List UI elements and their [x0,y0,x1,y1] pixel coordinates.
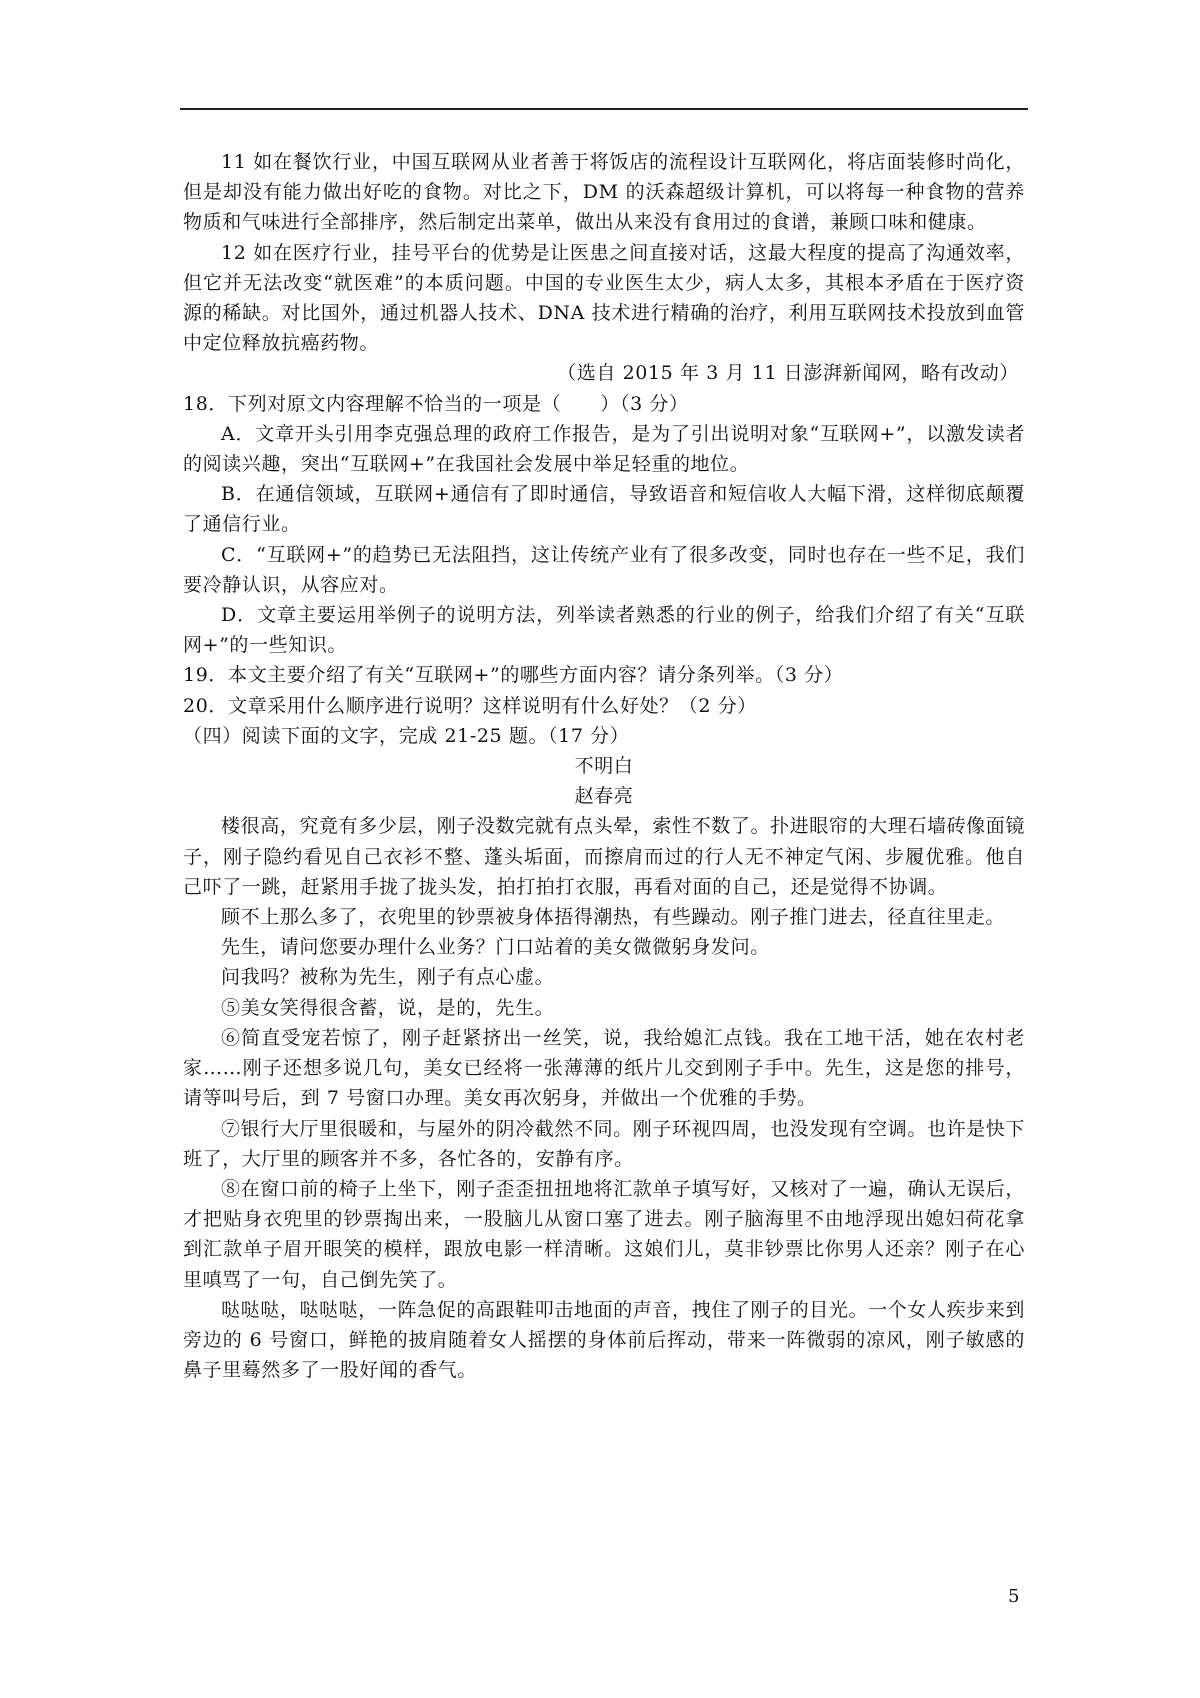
question-18-stem: 18．下列对原文内容理解不恰当的一项是（ ）（3 分） [183,392,689,415]
section-4-heading: （四）阅读下面的文字，完成 21-25 题。（17 分） [183,724,630,747]
story-paragraph: ⑧在窗口前的椅子上坐下，刚子歪歪扭扭地将汇款单子填写好，又核对了一遍，确认无误后，才把贴身衣兜里的钞票掏出来，一股脑儿从窗口塞了进去。刚子脑海里不由地浮现出媳妇荷花拿到汇款单子眉开眼笑的模样，跟放电影一样清晰。这娘们儿，莫非钞票比你男人还亲？刚子在心里嗔骂了一句，自己倒先笑了。 [183,1177,1025,1291]
source-citation: （选自 2015 年 3 月 11 日澎湃新闻网，略有改动） [557,362,1019,385]
story-paragraph: ⑥简直受宠若惊了，刚子赶紧挤出一丝笑，说，我给媳汇点钱。我在工地干活，她在农村老家……刚子还想多说几句，美女已经将一张薄薄的纸片儿交到刚子手中。先生，这是您的排号，请等叫号后，到 7 号窗口办理。美女再次躬身，并做出一个优雅的手势。 [183,1026,1025,1110]
paragraph-12: 12 如在医疗行业，挂号平台的优势是让医患之间直接对话，这最大程度的提高了沟通效率，但它并无法改变“就医难”的本质问题。中国的专业医生太少，病人太多，其根本矛盾在于医疗资源的稀缺。对比国外，通过机器人技术、DNA 技术进行精确的治疗，利用互联网技术投放到血管中定位释放抗癌药物。 [183,241,1025,355]
story-paragraph: ⑤美女笑得很含蓄，说，是的，先生。 [221,996,555,1019]
question-18-option-d: D．文章主要运用举例子的说明方法，列举读者熟悉的行业的例子，给我们介绍了有关“互联网+”的一些知识。 [183,604,1025,657]
story-author: 赵春亮 [574,785,634,808]
header-rule [180,108,1028,110]
story-paragraph: 楼很高，究竟有多少层，刚子没数完就有点头晕，索性不数了。扑进眼帘的大理石墙砖像面镜子，刚子隐约看见自己衣衫不整、蓬头垢面，而擦肩而过的行人无不神定气闲、步履优雅。他自己吓了一跳，赶紧用手拢了拢头发，拍打拍打衣服，再看对面的自己，还是觉得不协调。 [183,815,1025,898]
question-18-option-a: A．文章开头引用李克强总理的政府工作报告，是为了引出说明对象“互联网+”，以激发读者的阅读兴趣，突出“互联网+”在我国社会发展中举足轻重的地位。 [183,422,1025,476]
story-title: 不明白 [574,755,634,778]
story-paragraph: 问我吗？被称为先生，刚子有点心虚。 [221,966,555,989]
question-19: 19．本文主要介绍了有关“互联网+”的哪些方面内容？请分条列举。（3 分） [183,664,844,687]
page-body [183,147,1025,1385]
question-20: 20．文章采用什么顺序进行说明？这样说明有什么好处？（2 分） [183,694,757,717]
question-18-option-b: B．在通信领域，互联网+通信有了即时通信，导致语音和短信收人大幅下滑，这样彻底颠覆了通信行业。 [183,483,1025,536]
story-paragraph: 顾不上那么多了，衣兜里的钞票被身体捂得潮热，有些躁动。刚子推门进去，径直往里走。 [221,906,1006,929]
story-paragraph: 先生，请问您要办理什么业务？门口站着的美女微微躬身发问。 [221,936,770,959]
story-paragraph: ⑦银行大厅里很暖和，与屋外的阴冷截然不同。刚子环视四周，也没发现有空调。也许是快下班了，大厅里的顾客并不多，各忙各的，安静有序。 [183,1117,1025,1170]
page-number: 5 [1008,1586,1020,1607]
story-paragraph: 哒哒哒，哒哒哒，一阵急促的高跟鞋叩击地面的声音，拽住了刚子的目光。一个女人疾步来到旁边的 6 号窗口，鲜艳的披肩随着女人摇摆的身体前后挥动，带来一阵微弱的凉风，刚子敏感的鼻子里蓦然多了一股好闻的香气。 [183,1298,1025,1382]
paragraph-11: 11 如在餐饮行业，中国互联网从业者善于将饭店的流程设计互联网化，将店面装修时尚化，但是却没有能力做出好吃的食物。对比之下，DM 的沃森超级计算机，可以将每一种食物的营养物质和气味进行全部排序，然后制定出菜单，做出从来没有食用过的食谱，兼顾口味和健康。 [183,151,1025,234]
question-18-option-c: C．“互联网+”的趋势已无法阻挡，这让传统产业有了很多改变，同时也存在一些不足，我们要冷静认识，从容应对。 [183,543,1025,596]
